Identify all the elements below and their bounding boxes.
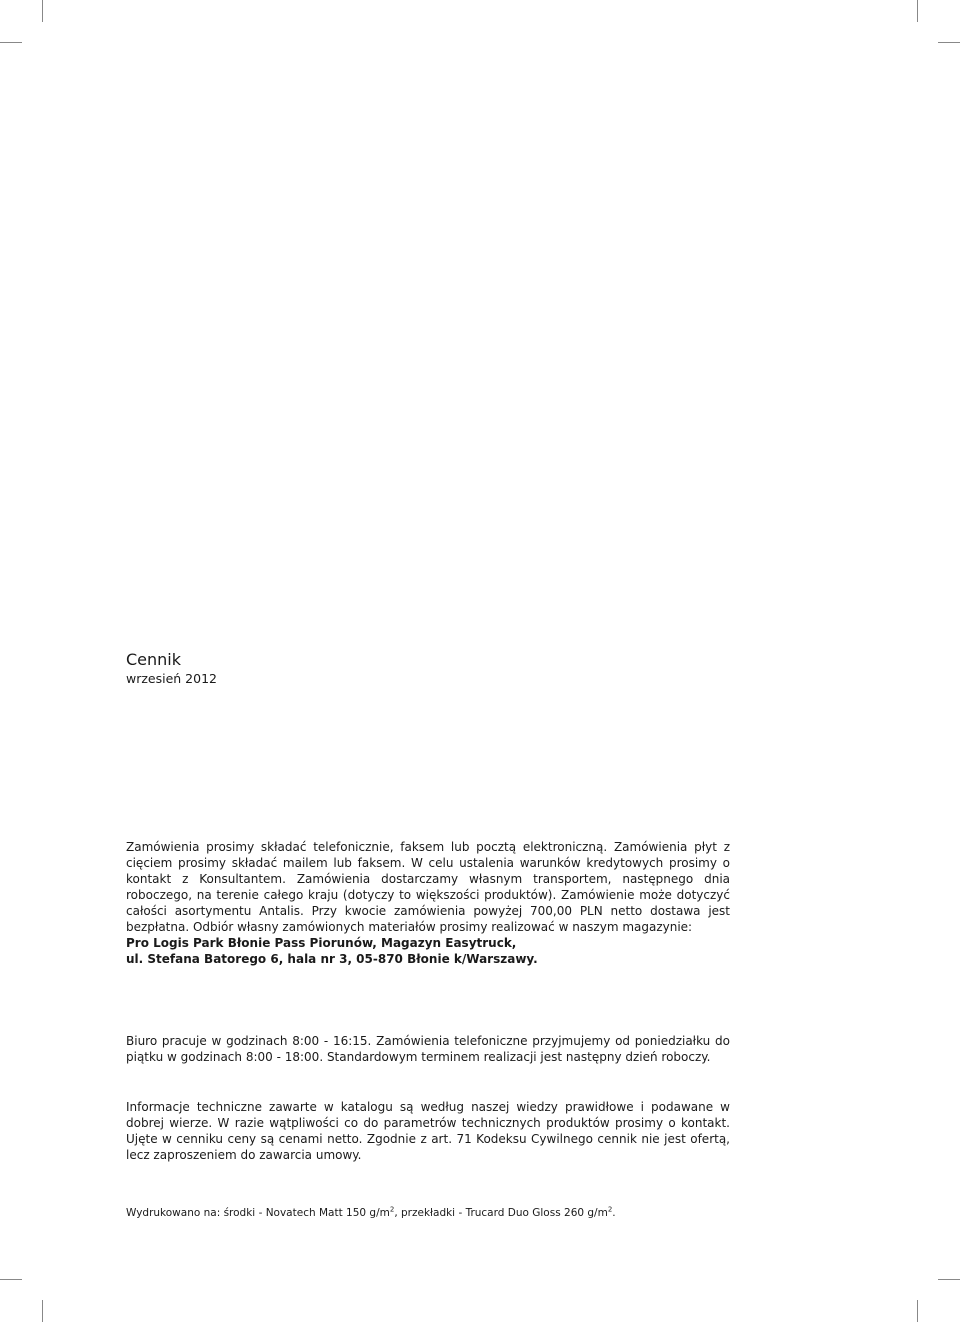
crop-mark-top-right-horizontal [938,42,960,43]
crop-mark-bottom-right-vertical [917,1300,918,1322]
footnote-part3: . [612,1207,616,1219]
ordering-paragraph [126,839,730,967]
warehouse-address-line2: ul. Stefana Batorego 6, hala nr 3, 05-870 Błonie k/Warszawy. [126,952,538,966]
crop-mark-bottom-right-horizontal [938,1279,960,1280]
office-hours-paragraph: Biuro pracuje w godzinach 8:00 - 16:15. Zamówienia telefoniczne przyjmujemy od poniedziałku do piątku w godzinach 8:00 - 18:00. Standardowym terminem realizacji jest następny dzień roboczy. [126,1034,730,1064]
page-date: wrzesień 2012 [126,671,217,686]
crop-mark-bottom-left-horizontal [0,1279,22,1280]
footnote-sup1: 2 [389,1205,395,1214]
footnote-sup2: 2 [607,1205,613,1214]
warehouse-address-line1: Pro Logis Park Błonie Pass Piorunów, Magazyn Easytruck, [126,936,517,950]
footnote-part2: , przekładki - Trucard Duo Gloss 260 g/m [394,1207,608,1219]
crop-mark-top-right-vertical [917,0,918,22]
crop-mark-bottom-left-vertical [42,1300,43,1322]
crop-mark-top-left-vertical [42,0,43,22]
crop-mark-top-left-horizontal [0,42,22,43]
disclaimer-paragraph: Informacje techniczne zawarte w katalogu są według naszej wiedzy prawidłowe i podawane w dobrej wierze. W razie wątpliwości co do parametrów technicznych produktów prosimy o kontakt. Ujęte w cenniku ceny są cenami netto. Zgodnie z art. 71 Kodeksu Cywilnego cennik nie jest ofertą, lecz zaproszeniem do zawarcia umowy. [126,1100,730,1162]
ordering-text: Zamówienia prosimy składać telefonicznie, faksem lub pocztą elektroniczną. Zamówienia płyt z cięciem prosimy składać mailem lub faksem. W celu ustalenia warunków kredytowych prosimy o kontakt z Konsultantem. Zamówienia dostarczamy własnym transportem, następnego dnia roboczego, na terenie całego kraju (dotyczy to większości produktów). Zamówienie może dotyczyć całości asortymentu Antalis. Przy kwocie zamówienia powyżej 700,00 PLN netto dostawa jest bezpłatna. Odbiór własny zamówionych materiałów prosimy realizować w naszym magazynie: [126,840,730,934]
page-title: Cennik [126,650,182,669]
footnote-part1: Wydrukowano na: środki - Novatech Matt 150 g/m [126,1207,390,1219]
print-info-footnote [126,1206,730,1220]
